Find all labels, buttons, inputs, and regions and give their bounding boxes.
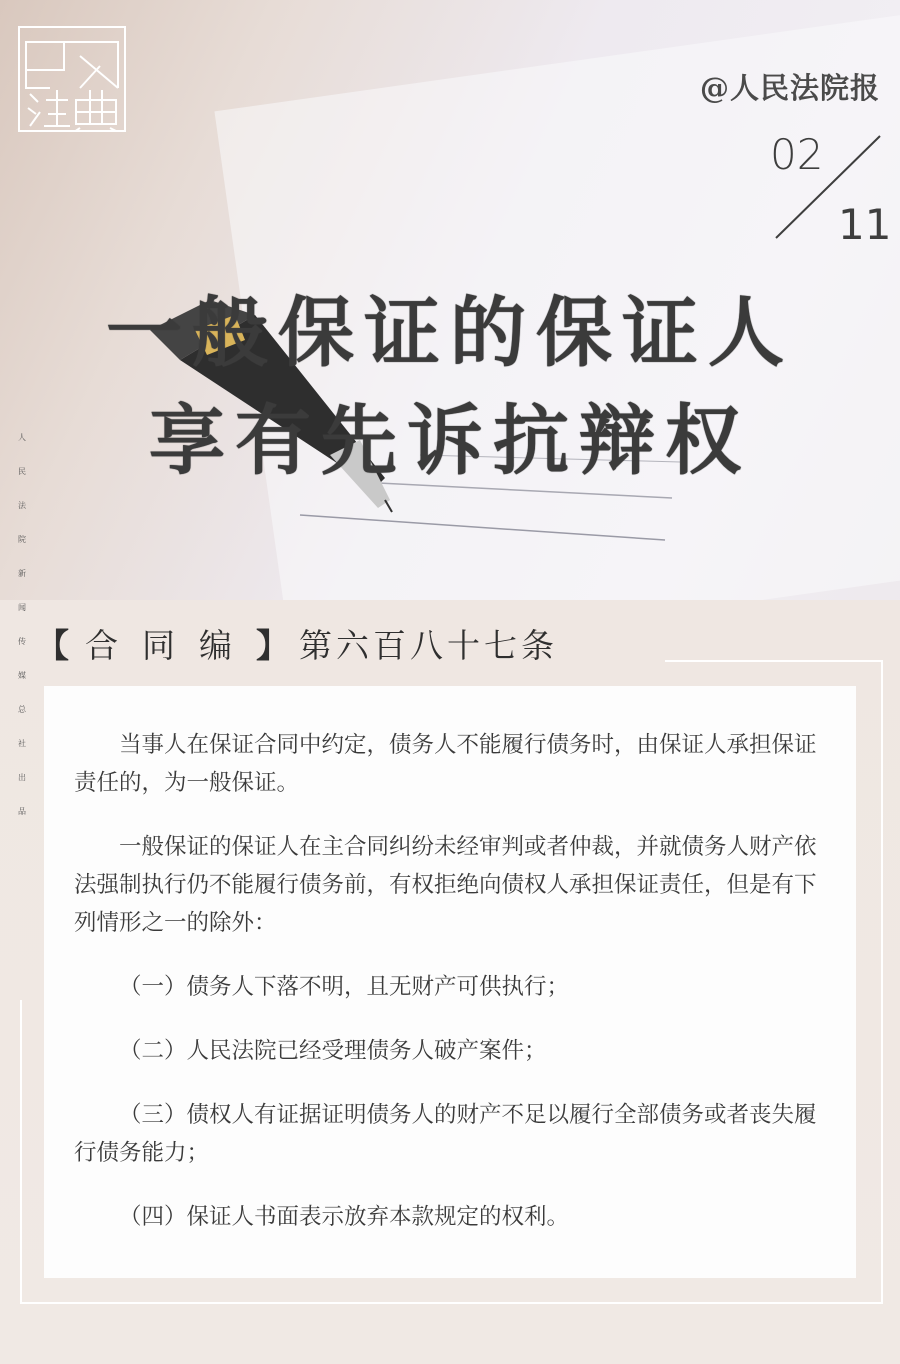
edition-label: 合同编 xyxy=(85,626,256,665)
side-char: 法 xyxy=(18,501,26,510)
minfadian-logo xyxy=(18,26,126,132)
section-heading xyxy=(36,620,558,667)
side-vertical-text xyxy=(14,432,30,840)
page-total: 11 xyxy=(838,200,892,249)
article-item-4: （四）保证人书面表示放弃本款规定的权利。 xyxy=(119,1204,570,1230)
side-char: 院 xyxy=(18,535,26,544)
side-char: 民 xyxy=(18,467,26,476)
frame-line xyxy=(665,660,883,662)
article-text-card xyxy=(44,686,856,1278)
article-paragraph-2: 一般保证的保证人在主合同纠纷未经审判或者仲裁，并就债务人财产依法强制执行仍不能履行债务前，有权拒绝向债权人承担保证责任，但是有下列情形之一的除外： xyxy=(74,834,817,936)
title-line-1: 一般保证的保证人 xyxy=(106,288,794,377)
bracket-close: 】 xyxy=(256,626,289,665)
side-char: 人 xyxy=(18,433,26,442)
side-char: 总 xyxy=(18,705,26,714)
frame-line xyxy=(881,660,883,1304)
title-line-2: 享有先诉抗辩权 xyxy=(149,396,751,485)
article-item-2: （二）人民法院已经受理债务人破产案件； xyxy=(119,1038,547,1064)
side-char: 闻 xyxy=(18,603,26,612)
article-number: 第六百八十七条 xyxy=(299,626,558,665)
article-item-1: （一）债务人下落不明，且无财产可供执行； xyxy=(119,974,570,1000)
side-char: 出 xyxy=(18,773,26,782)
side-char: 新 xyxy=(18,569,26,578)
side-char: 传 xyxy=(18,637,26,646)
frame-line xyxy=(20,1000,22,1304)
side-char: 社 xyxy=(18,739,26,748)
page-current: 02 xyxy=(770,130,824,179)
side-char: 媒 xyxy=(18,671,26,680)
article-item-3: （三）债权人有证据证明债务人的财产不足以履行全部债务或者丧失履行债务能力； xyxy=(74,1102,817,1166)
bracket-open: 【 xyxy=(36,626,69,665)
article-paragraph-1: 当事人在保证合同中约定，债务人不能履行债务时，由保证人承担保证责任的，为一般保证。 xyxy=(74,732,817,796)
source-handle: @人民法院报 xyxy=(699,71,880,105)
side-char: 品 xyxy=(18,807,26,816)
frame-line xyxy=(20,1302,883,1304)
